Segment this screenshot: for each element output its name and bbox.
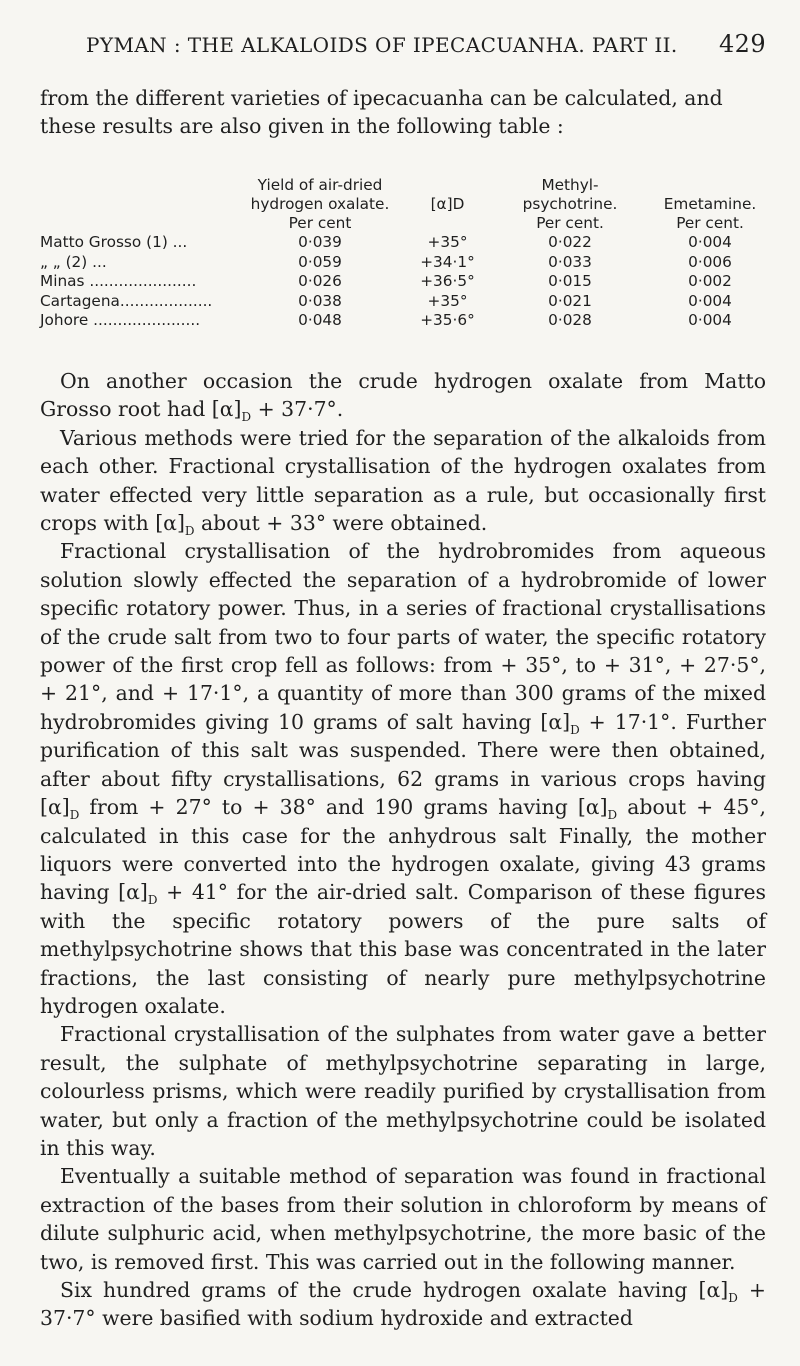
row-alpha: +36·5° [420,272,475,291]
paragraph-text: about + 45°, calculated in this case for the anhydrous salt Finally, the mother liquors were converted into the hydrogen oxalate, giving 43 grams having [α] [40,795,766,905]
paragraph-text: about + 33° were obtained. [194,511,488,536]
header-alpha-spacer [405,214,490,233]
paragraph-text: Six hundred grams of the crude hydrogen oxalate having [α] [60,1278,729,1302]
paragraph [40,1020,766,1162]
header-methylpsychotrine [490,176,650,233]
paragraph-text: + 17·1°. Further purification of this salt was suspended. There were then obtained, after about fifty crystallisations, 62 grams in various crops having [α] [40,709,766,820]
subscript-d: D [607,808,618,823]
row-emetamine: 0·006 [688,252,732,271]
row-alpha: +35·6° [420,311,475,330]
paragraph-text: On another occasion the crude hydrogen oxalate from Matto Grosso root had [α] [40,369,766,422]
running-title: PYMAN : THE ALKALOIDS OF IPECACUANHA. PART II. [86,33,678,57]
header-yield-line1: Yield of air-dried [257,176,383,194]
row-methyl: 0·028 [548,311,592,330]
row-methyl: 0·033 [548,252,592,271]
row-emetamine: 0·004 [688,311,732,330]
paragraph [40,537,766,1020]
header-yield-line3: Per cent [288,214,352,232]
row-name: Matto Grosso (1) ... [40,233,188,252]
paragraph-text: + 37·7° were basified with sodium hydroxide and extracted [40,1278,766,1331]
results-table [40,176,770,331]
subscript-d: D [728,1291,738,1306]
header-yield [235,176,405,233]
row-alpha: +34·1° [420,252,475,271]
subscript-d: D [241,410,252,425]
header-meth-line3: Per cent. [536,214,604,232]
header-meth-line2: psychotrine. [522,195,618,213]
row-yield: 0·059 [298,252,342,271]
paragraph-text: Eventually a suitable method of separation was found in fractional extraction of the bases from their solution in chloroform by means of dilute sulphuric acid, when methylpsychotrine, the more basic of the two, is removed first. This was carried out in the following manner. [40,1164,766,1274]
header-emet-line2: Per cent. [676,214,744,232]
paragraph-text: Fractional crystallisation of the sulphates from water gave a better result, the sulphate of methylpsychotrine separating in large, colourless prisms, which were readily purified by crystallisation from water, but only a fraction of the methylpsychotrine could be isolated in this way. [40,1022,766,1160]
row-name: Cartagena................... [40,291,213,310]
header-meth-line1: Methyl- [541,176,599,194]
table-row [40,233,770,253]
page-number: 429 [718,30,766,58]
paragraph-text: + 37·7°. [251,397,344,422]
header-alpha-text: [α]D [430,195,465,213]
row-name: „ „ (2) ... [40,252,107,271]
row-methyl: 0·022 [548,233,592,252]
row-name: Minas ...................... [40,272,197,291]
row-methyl: 0·015 [548,272,592,291]
row-emetamine: 0·004 [688,291,732,310]
row-alpha: +35° [427,291,468,310]
row-yield: 0·038 [298,291,342,310]
paragraph [40,1162,766,1276]
paragraph [40,1276,766,1333]
paragraph [40,367,766,424]
table-row [40,311,770,331]
subscript-d: D [184,524,195,539]
row-yield: 0·039 [298,233,342,252]
table-row [40,272,770,292]
subscript-d: D [147,893,158,908]
paragraph-text: Fractional crystallisation of the hydrobromides from aqueous solution slowly effected the separation of a hydrobromide of lower specific rotatory power. Thus, in a series of fractional crystallisations of the crude salt from two to four parts of water, the specific rotatory power of the first crop fell as follows: from + 35°, to + 31°, + 27·5°, + 21°, and + 17·1°, a quantity of more than 300 grams of the mixed hydrobromides giving 10 grams of salt having [α] [40,539,766,734]
table-row [40,292,770,312]
intro-paragraph [40,84,765,140]
header-alpha [405,176,490,233]
header-yield-line2: hydrogen oxalate. [250,195,390,213]
paragraph-text: + 41° for the air-dried salt. Comparison of these figures with the specific rotatory powers of the pure salts of methylpsychotrine shows that this base was concentrated in the later fractions, the last consisting of nearly pure methylpsychotrine hydrogen oxalate. [40,880,766,1018]
header-variety [40,176,235,233]
table-header-row [40,176,770,233]
paragraph-text: from + 27° to + 38° and 190 grams having [α] [79,795,608,820]
paragraph [40,424,766,538]
intro-text: from the different varieties of ipecacuanha can be calculated, and these results are also given in the following table : [40,86,723,138]
header-emetamine [650,176,770,233]
row-emetamine: 0·002 [688,272,732,291]
row-alpha: +35° [427,233,468,252]
subscript-d: D [69,808,80,823]
table-row [40,253,770,273]
subscript-d: D [570,722,580,737]
header-emet-line1: Emetamine. [663,195,757,213]
paragraph-text: Various methods were tried for the separation of the alkaloids from each other. Fractional crystallisation of the hydrogen oxalates from water effected very little separation as a rule, but occasionally first crops with [α] [40,425,766,536]
row-yield: 0·026 [298,272,342,291]
row-yield: 0·048 [298,311,342,330]
row-methyl: 0·021 [548,291,592,310]
body-text [40,367,766,1333]
row-emetamine: 0·004 [688,233,732,252]
row-name: Johore ...................... [40,311,201,330]
